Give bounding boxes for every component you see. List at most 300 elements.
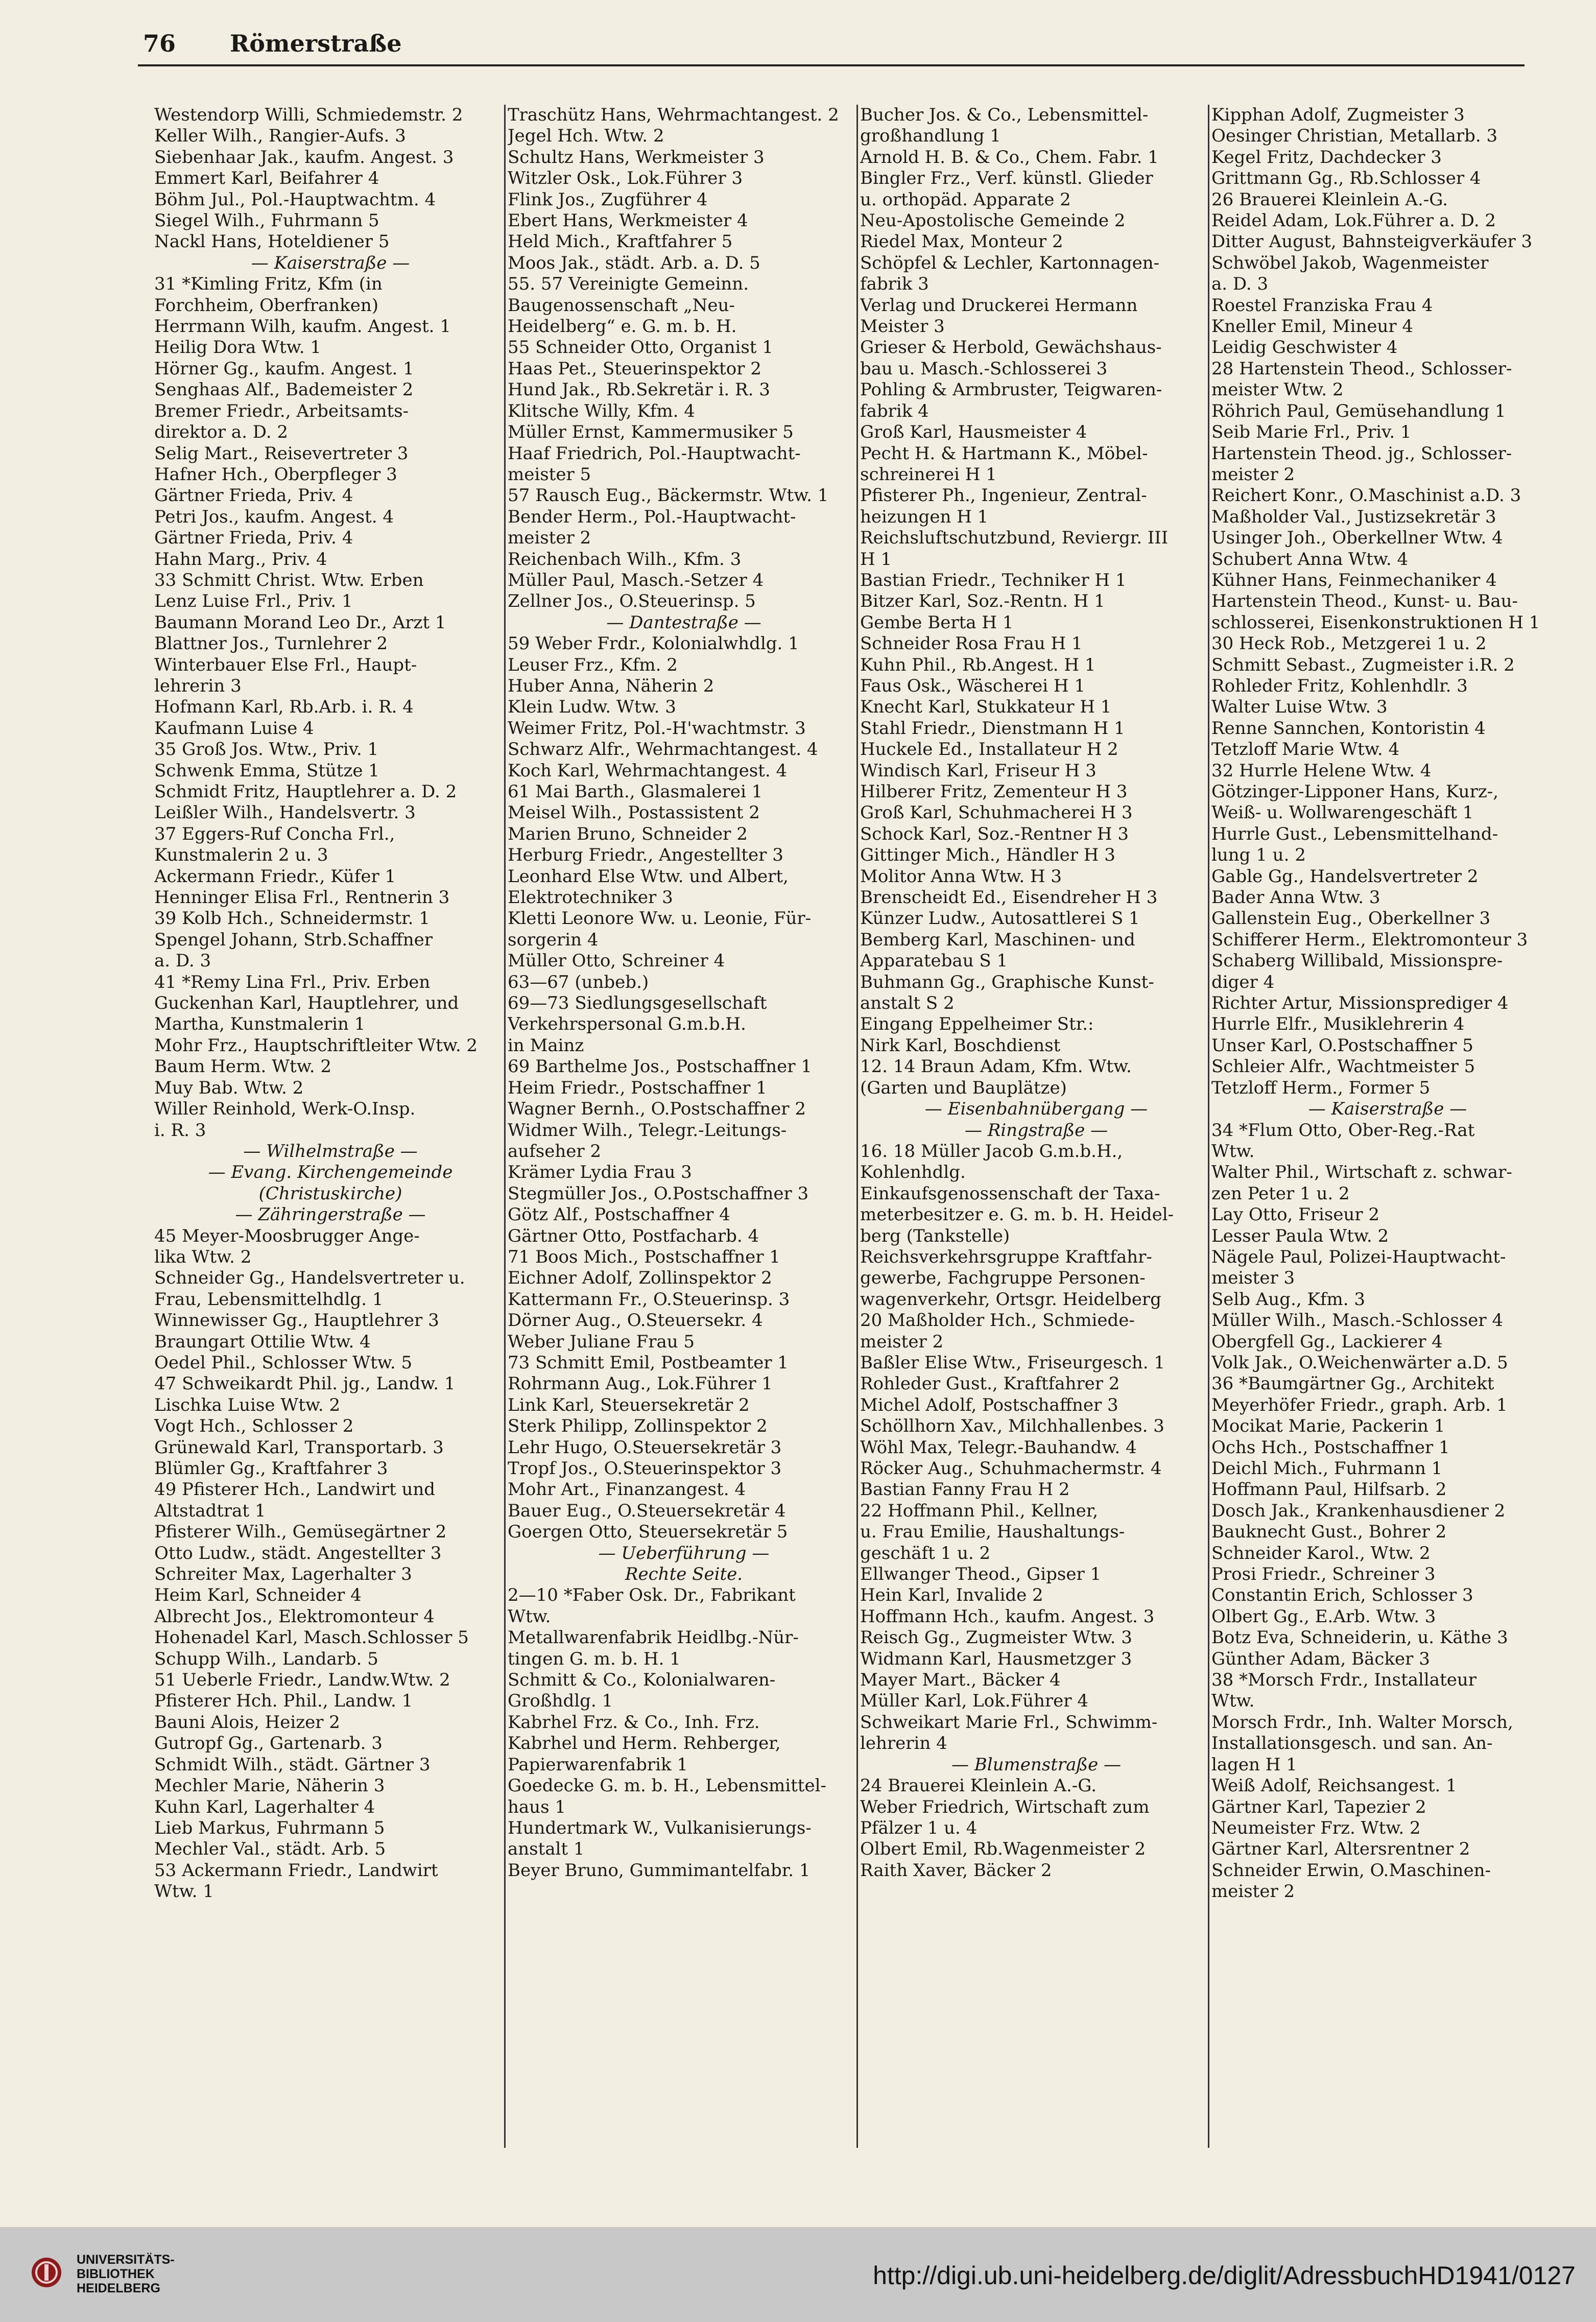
directory-entry: Gärtner Frieda, Priv. 4 — [154, 485, 353, 506]
library-name-line: UNIVERSITÄTS- — [77, 2253, 175, 2267]
directory-entry: Bader Anna Wtw. 3 — [1211, 887, 1380, 908]
directory-entry: Elektrotechniker 3 — [508, 887, 673, 908]
directory-entry: Röhrich Paul, Gemüsehandlung 1 — [1211, 400, 1506, 421]
directory-entry: Wtw. 1 — [154, 1881, 214, 1902]
directory-entry: Baumann Morand Leo Dr., Arzt 1 — [154, 612, 446, 633]
directory-entry: Kabrhel und Herm. Rehberger, — [508, 1733, 781, 1754]
permalink-url[interactable]: http://digi.ub.uni-heidelberg.de/diglit/AdressbuchHD1941/0127 — [873, 2261, 1576, 2290]
directory-entry: Wtw. — [1211, 1141, 1255, 1162]
directory-entry: Pohling & Armbruster, Teigwaren- — [860, 380, 1162, 400]
directory-entry: Lesser Paula Wtw. 2 — [1211, 1225, 1389, 1246]
university-seal-icon — [31, 2257, 62, 2288]
directory-entry: Kabrhel Frz. & Co., Inh. Frz. — [508, 1712, 760, 1733]
directory-entry: Kegel Fritz, Dachdecker 3 — [1211, 147, 1442, 168]
directory-entry: direktor a. D. 2 — [154, 422, 288, 443]
directory-entry: Maßholder Val., Justizsekretär 3 — [1211, 506, 1496, 527]
directory-entry: Reichenbach Wilh., Kfm. 3 — [508, 549, 742, 570]
directory-entry: lika Wtw. 2 — [154, 1246, 252, 1267]
directory-entry: 26 Brauerei Kleinlein A.-G. — [1211, 189, 1448, 210]
directory-entry: 51 Ueberle Friedr., Landw.Wtw. 2 — [154, 1670, 450, 1691]
directory-entry: Bemberg Karl, Maschinen- und — [860, 929, 1135, 950]
directory-entry: Gärtner Karl, Tapezier 2 — [1211, 1796, 1426, 1817]
directory-entry: Emmert Karl, Beifahrer 4 — [154, 168, 379, 189]
directory-entry: Gallenstein Eug., Oberkellner 3 — [1211, 908, 1491, 929]
directory-entry: Westendorp Willi, Schmiedemstr. 2 — [154, 105, 463, 125]
directory-entry: meister 5 — [508, 464, 591, 485]
directory-entry: Groß Karl, Schuhmacherei H 3 — [860, 802, 1133, 823]
directory-entry: — Evang. Kirchengemeinde — [208, 1162, 453, 1183]
directory-entry: Moos Jak., städt. Arb. a. D. 5 — [508, 252, 760, 273]
directory-entry: 33 Schmitt Christ. Wtw. Erben — [154, 570, 424, 590]
directory-entry: Mayer Mart., Bäcker 4 — [860, 1670, 1061, 1691]
directory-entry: 22 Hoffmann Phil., Kellner, — [860, 1500, 1099, 1521]
directory-entry: Reisch Gg., Zugmeister Wtw. 3 — [860, 1627, 1132, 1648]
directory-entry: Braungart Ottilie Wtw. 4 — [154, 1331, 371, 1352]
directory-entry: 55. 57 Vereinigte Gemeinn. — [508, 274, 749, 295]
directory-entry: lung 1 u. 2 — [1211, 845, 1306, 866]
directory-entry: Hurrle Elfr., Musiklehrerin 4 — [1211, 1014, 1465, 1035]
directory-entry: Weber Friedrich, Wirtschaft zum — [860, 1796, 1150, 1817]
directory-entry: Kühner Hans, Feinmechaniker 4 — [1211, 570, 1497, 590]
directory-entry: — Kaiserstraße — — [251, 252, 410, 273]
directory-entry: Jegel Hch. Wtw. 2 — [508, 126, 664, 147]
directory-entry: Installationsgesch. und san. An- — [1211, 1733, 1493, 1754]
directory-entry: Blattner Jos., Turnlehrer 2 — [154, 633, 388, 654]
directory-entry: Verlag und Druckerei Hermann — [860, 295, 1138, 316]
directory-entry: Rohrmann Aug., Lok.Führer 1 — [508, 1373, 773, 1394]
directory-entry: 38 *Morsch Frdr., Installateur — [1211, 1670, 1477, 1691]
directory-entry: Heidelberg“ e. G. m. b. H. — [508, 316, 737, 337]
directory-entry: Wagner Bernh., O.Postschaffner 2 — [508, 1099, 806, 1120]
directory-entry: Kohlenhdlg. — [860, 1162, 966, 1183]
directory-entry: Gärtner Frieda, Priv. 4 — [154, 528, 353, 549]
directory-entry: Traschütz Hans, Wehrmachtangest. 2 — [508, 105, 839, 125]
directory-entry: Röcker Aug., Schuhmachermstr. 4 — [860, 1458, 1162, 1479]
directory-entry: Schreiter Max, Lagerhalter 3 — [154, 1564, 412, 1585]
directory-entry: Apparatebau S 1 — [860, 951, 1008, 972]
directory-entry: 37 Eggers-Ruf Concha Frl., — [154, 823, 395, 844]
directory-entry: Meister 3 — [860, 316, 945, 337]
directory-entry: Reichsverkehrsgruppe Kraftfahr- — [860, 1246, 1152, 1267]
directory-entry: Windisch Karl, Friseur H 3 — [860, 760, 1097, 781]
directory-entry: meister Wtw. 2 — [1211, 380, 1344, 400]
directory-entry: — Eisenbahnübergang — — [924, 1099, 1148, 1120]
directory-entry: Pfisterer Wilh., Gemüsegärtner 2 — [154, 1522, 447, 1543]
directory-entry: lagen H 1 — [1211, 1754, 1297, 1775]
directory-entry: Leuser Frz., Kfm. 2 — [508, 654, 678, 675]
directory-column-1 — [154, 105, 507, 1903]
directory-entry: Kipphan Adolf, Zugmeister 3 — [1211, 105, 1465, 125]
directory-entry: Lieb Markus, Fuhrmann 5 — [154, 1817, 385, 1838]
directory-entry: 71 Boos Mich., Postschaffner 1 — [508, 1246, 780, 1267]
directory-entry: Gittinger Mich., Händler H 3 — [860, 845, 1115, 866]
directory-entry: — Ueberführung — — [598, 1543, 770, 1563]
directory-entry: Meyerhöfer Friedr., graph. Arb. 1 — [1211, 1394, 1508, 1415]
directory-entry: Großhdlg. 1 — [508, 1691, 613, 1712]
directory-entry: Kuhn Karl, Lagerhalter 4 — [154, 1796, 375, 1817]
directory-entry: Tetzloff Herm., Former 5 — [1211, 1077, 1431, 1098]
directory-entry: Albrecht Jos., Elektromonteur 4 — [154, 1606, 435, 1627]
directory-entry: Gärtner Karl, Altersrentner 2 — [1211, 1839, 1470, 1860]
directory-entry: Müller Karl, Lok.Führer 4 — [860, 1691, 1088, 1712]
directory-entry: Wtw. — [1211, 1691, 1255, 1712]
directory-entry: Schweikart Marie Frl., Schwimm- — [860, 1712, 1158, 1733]
directory-entry: Lenz Luise Frl., Priv. 1 — [154, 591, 353, 612]
directory-entry: Einkaufsgenossenschaft der Taxa- — [860, 1183, 1160, 1204]
directory-entry: Klitsche Willy, Kfm. 4 — [508, 400, 695, 421]
directory-entry: Oedel Phil., Schlosser Wtw. 5 — [154, 1352, 413, 1373]
directory-entry: Gutropf Gg., Gartenarb. 3 — [154, 1733, 383, 1754]
directory-entry: 34 *Flum Otto, Ober-Reg.-Rat — [1211, 1120, 1475, 1141]
directory-entry: 53 Ackermann Friedr., Landwirt — [154, 1860, 438, 1881]
directory-entry: Dosch Jak., Krankenhausdiener 2 — [1211, 1500, 1506, 1521]
directory-entry: a. D. 3 — [154, 951, 211, 972]
directory-entry: Weimer Fritz, Pol.-H'wachtmstr. 3 — [508, 718, 806, 739]
directory-entry: Grünewald Karl, Transportarb. 3 — [154, 1437, 444, 1458]
directory-entry: Flink Jos., Zugführer 4 — [508, 189, 708, 210]
directory-entry: Haas Pet., Steuerinspektor 2 — [508, 358, 761, 379]
page-number: 76 — [143, 30, 176, 57]
directory-entry: Renne Sannchen, Kontoristin 4 — [1211, 718, 1486, 739]
header-rule — [138, 64, 1524, 66]
directory-entry: Baugenossenschaft „Neu- — [508, 295, 735, 316]
directory-entry: Schneider Gg., Handelsvertreter u. — [154, 1268, 465, 1289]
directory-entry: Papierwarenfabrik 1 — [508, 1754, 688, 1775]
directory-entry: Metallwarenfabrik Heidlbg.-Nür- — [508, 1627, 799, 1648]
directory-entry: Brenscheidt Ed., Eisendreher H 3 — [860, 887, 1158, 908]
directory-entry: Schultz Hans, Werkmeister 3 — [508, 147, 765, 168]
directory-entry: Pfälzer 1 u. 4 — [860, 1817, 978, 1838]
directory-entry: Hurrle Gust., Lebensmittelhand- — [1211, 823, 1498, 844]
directory-entry: Mohr Frz., Hauptschriftleiter Wtw. 2 — [154, 1035, 478, 1056]
directory-entry: Hein Karl, Invalide 2 — [860, 1585, 1043, 1606]
directory-entry: 12. 14 Braun Adam, Kfm. Wtw. — [860, 1056, 1132, 1077]
directory-entry: meister 3 — [1211, 1268, 1295, 1289]
directory-entry: Bauer Eug., O.Steuersekretär 4 — [508, 1500, 786, 1521]
directory-entry: — Dantestraße — — [606, 612, 761, 633]
directory-entry: schlosserei, Eisenkonstruktionen H 1 — [1211, 612, 1540, 633]
directory-entry: Wöhl Max, Telegr.-Bauhandw. 4 — [860, 1437, 1137, 1458]
directory-entry: Mechler Val., städt. Arb. 5 — [154, 1839, 386, 1860]
directory-entry: Petri Jos., kaufm. Angest. 4 — [154, 506, 394, 527]
directory-entry: geschäft 1 u. 2 — [860, 1543, 991, 1563]
directory-entry: 55 Schneider Otto, Organist 1 — [508, 337, 773, 358]
directory-entry: Morsch Frdr., Inh. Walter Morsch, — [1211, 1712, 1513, 1733]
directory-entry: u. Frau Emilie, Haushaltungs- — [860, 1522, 1125, 1543]
directory-entry: Marien Bruno, Schneider 2 — [508, 823, 748, 844]
library-name-line: BIBLIOTHEK — [77, 2267, 155, 2281]
directory-entry: Goergen Otto, Steuersekretär 5 — [508, 1522, 788, 1543]
directory-entry: Oesinger Christian, Metallarb. 3 — [1211, 126, 1498, 147]
directory-entry: Bender Herm., Pol.-Hauptwacht- — [508, 506, 796, 527]
directory-entry: Schwöbel Jakob, Wagenmeister — [1211, 252, 1489, 273]
directory-entry: 39 Kolb Hch., Schneidermstr. 1 — [154, 908, 430, 929]
directory-entry: Dörner Aug., O.Steuersekr. 4 — [508, 1310, 763, 1331]
directory-entry: Lay Otto, Friseur 2 — [1211, 1204, 1380, 1225]
directory-entry: 2—10 *Faber Osk. Dr., Fabrikant — [508, 1585, 796, 1606]
directory-entry: Altstadtrat 1 — [154, 1500, 266, 1521]
directory-entry: Sterk Philipp, Zollinspektor 2 — [508, 1416, 768, 1437]
directory-entry: Weiß Adolf, Reichsangest. 1 — [1211, 1775, 1457, 1796]
directory-entry: Heilig Dora Wtw. 1 — [154, 337, 321, 358]
directory-entry: Bauni Alois, Heizer 2 — [154, 1712, 340, 1733]
directory-entry: Schmitt Sebast., Zugmeister i.R. 2 — [1211, 654, 1515, 675]
directory-entry: Haaf Friedrich, Pol.-Hauptwacht- — [508, 443, 801, 464]
directory-entry: berg (Tankstelle) — [860, 1225, 1010, 1246]
directory-entry: Faus Osk., Wäscherei H 1 — [860, 675, 1085, 696]
directory-entry: i. R. 3 — [154, 1120, 206, 1141]
directory-entry: — Blumenstraße — — [951, 1754, 1122, 1775]
directory-entry: 63—67 (unbeb.) — [508, 972, 649, 992]
directory-entry: Stegmüller Jos., O.Postschaffner 3 — [508, 1183, 809, 1204]
directory-entry: Böhm Jul., Pol.-Hauptwachtm. 4 — [154, 189, 436, 210]
directory-entry: Leonhard Else Wtw. und Albert, — [508, 866, 789, 887]
directory-entry: Goedecke G. m. b. H., Lebensmittel- — [508, 1775, 826, 1796]
directory-entry: Kattermann Fr., O.Steuerinsp. 3 — [508, 1289, 790, 1310]
directory-entry: Molitor Anna Wtw. H 3 — [860, 866, 1062, 887]
directory-entry: Groß Karl, Hausmeister 4 — [860, 422, 1087, 443]
directory-entry: Schleier Alfr., Wachtmeister 5 — [1211, 1056, 1475, 1077]
directory-entry: Siegel Wilh., Fuhrmann 5 — [154, 210, 379, 231]
directory-entry: 69 Barthelme Jos., Postschaffner 1 — [508, 1056, 812, 1077]
directory-entry: Kletti Leonore Ww. u. Leonie, Für- — [508, 908, 812, 929]
directory-entry: meterbesitzer e. G. m. b. H. Heidel- — [860, 1204, 1174, 1225]
directory-entry: Henninger Elisa Frl., Rentnerin 3 — [154, 887, 450, 908]
directory-entry: 16. 18 Müller Jacob G.m.b.H., — [860, 1141, 1123, 1162]
directory-entry: 47 Schweikardt Phil. jg., Landw. 1 — [154, 1373, 456, 1394]
directory-entry: Spengel Johann, Strb.Schaffner — [154, 929, 433, 950]
directory-entry: Hundertmark W., Vulkanisierungs- — [508, 1817, 812, 1838]
directory-entry: Weber Juliane Frau 5 — [508, 1331, 695, 1352]
directory-entry: Schubert Anna Wtw. 4 — [1211, 549, 1409, 570]
directory-entry: Olbert Emil, Rb.Wagenmeister 2 — [860, 1839, 1146, 1860]
directory-entry: Ebert Hans, Werkmeister 4 — [508, 210, 748, 231]
directory-entry: bau u. Masch.-Schlosserei 3 — [860, 358, 1108, 379]
directory-entry: Leißler Wilh., Handelsvertr. 3 — [154, 802, 416, 823]
directory-entry: Bremer Friedr., Arbeitsamts- — [154, 400, 409, 421]
directory-entry: Hahn Marg., Priv. 4 — [154, 549, 327, 570]
directory-entry: Ditter August, Bahnsteigverkäufer 3 — [1211, 231, 1533, 252]
directory-entry: Muy Bab. Wtw. 2 — [154, 1077, 304, 1098]
directory-entry: Schöllhorn Xav., Milchhallenbes. 3 — [860, 1416, 1164, 1437]
directory-entry: Senghaas Alf., Bademeister 2 — [154, 380, 414, 400]
directory-entry: Vogt Hch., Schlosser 2 — [154, 1416, 354, 1437]
directory-entry: Martha, Kunstmalerin 1 — [154, 1014, 366, 1035]
directory-entry: Reichsluftschutzbund, Reviergr. III — [860, 528, 1169, 549]
directory-entry: Winterbauer Else Frl., Haupt- — [154, 654, 417, 675]
directory-entry: — Zähringerstraße — — [235, 1204, 426, 1225]
directory-entry: Reidel Adam, Lok.Führer a. D. 2 — [1211, 210, 1496, 231]
directory-entry: Hohenadel Karl, Masch.Schlosser 5 — [154, 1627, 469, 1648]
directory-entry: Günther Adam, Bäcker 3 — [1211, 1648, 1430, 1669]
directory-entry: diger 4 — [1211, 972, 1275, 992]
directory-entry: Lehr Hugo, O.Steuersekretär 3 — [508, 1437, 782, 1458]
directory-entry: Baßler Elise Wtw., Friseurgesch. 1 — [860, 1352, 1165, 1373]
directory-entry: 31 *Kimling Fritz, Kfm (in — [154, 274, 383, 295]
directory-entry: Schock Karl, Soz.-Rentner H 3 — [860, 823, 1129, 844]
directory-entry: Müller Wilh., Masch.-Schlosser 4 — [1211, 1310, 1504, 1331]
directory-entry: Kneller Emil, Mineur 4 — [1211, 316, 1414, 337]
directory-entry: Schneider Rosa Frau H 1 — [860, 633, 1083, 654]
directory-entry: 28 Hartenstein Theod., Schlosser- — [1211, 358, 1512, 379]
directory-entry: Gembe Berta H 1 — [860, 612, 1014, 633]
directory-entry: Pfisterer Hch. Phil., Landw. 1 — [154, 1691, 413, 1712]
directory-entry: Walter Luise Wtw. 3 — [1211, 697, 1388, 718]
directory-entry: H 1 — [860, 549, 892, 570]
directory-entry: Müller Ernst, Kammermusiker 5 — [508, 422, 794, 443]
directory-entry: schreinerei H 1 — [860, 464, 997, 485]
directory-entry: Olbert Gg., E.Arb. Wtw. 3 — [1211, 1606, 1436, 1627]
library-footer — [0, 2227, 1596, 2322]
directory-entry: Künzer Ludw., Autosattlerei S 1 — [860, 908, 1140, 929]
directory-entry: heizungen H 1 — [860, 506, 989, 527]
directory-entry: Zellner Jos., O.Steuerinsp. 5 — [508, 591, 756, 612]
directory-entry: Selb Aug., Kfm. 3 — [1211, 1289, 1365, 1310]
directory-entry: a. D. 3 — [1211, 274, 1269, 295]
directory-entry: Buhmann Gg., Graphische Kunst- — [860, 972, 1154, 992]
directory-entry: zen Peter 1 u. 2 — [1211, 1183, 1350, 1204]
directory-entry: Hartenstein Theod., Kunst- u. Bau- — [1211, 591, 1518, 612]
directory-entry: Müller Otto, Schreiner 4 — [508, 951, 725, 972]
directory-entry: Held Mich., Kraftfahrer 5 — [508, 231, 733, 252]
directory-entry: Mohr Art., Finanzangest. 4 — [508, 1479, 746, 1500]
directory-entry: Bastian Fanny Frau H 2 — [860, 1479, 1070, 1500]
directory-entry: 49 Pfisterer Hch., Landwirt und — [154, 1479, 436, 1500]
directory-entry: in Mainz — [508, 1035, 584, 1056]
directory-entry: Reichert Konr., O.Maschinist a.D. 3 — [1211, 485, 1521, 506]
directory-entry: Bastian Friedr., Techniker H 1 — [860, 570, 1127, 590]
directory-entry: Eichner Adolf, Zollinspektor 2 — [508, 1268, 772, 1289]
directory-entry: Kaufmann Luise 4 — [154, 718, 314, 739]
directory-entry: Grittmann Gg., Rb.Schlosser 4 — [1211, 168, 1481, 189]
directory-entry: Selig Mart., Reisevertreter 3 — [154, 443, 409, 464]
page-header — [138, 27, 1524, 67]
directory-entry: Stahl Friedr., Dienstmann H 1 — [860, 718, 1125, 739]
directory-entry: Herburg Friedr., Angestellter 3 — [508, 845, 783, 866]
directory-entry: Verkehrspersonal G.m.b.H. — [508, 1014, 746, 1035]
directory-entry: Walter Phil., Wirtschaft z. schwar- — [1211, 1162, 1512, 1183]
directory-column-2 — [508, 105, 860, 1881]
directory-entry: Obergfell Gg., Lackierer 4 — [1211, 1331, 1443, 1352]
directory-entry: Knecht Karl, Stukkateur H 1 — [860, 697, 1112, 718]
directory-column-4 — [1211, 105, 1564, 1903]
directory-entry: Herrmann Wilh, kaufm. Angest. 1 — [154, 316, 451, 337]
directory-entry: Rechte Seite. — [625, 1564, 743, 1585]
directory-entry: Hund Jak., Rb.Sekretär i. R. 3 — [508, 380, 770, 400]
directory-entry: Tetzloff Marie Wtw. 4 — [1211, 739, 1400, 760]
directory-entry: Grieser & Herbold, Gewächshaus- — [860, 337, 1162, 358]
directory-entry: (Christuskirche) — [258, 1183, 402, 1204]
column-divider — [1208, 105, 1209, 2148]
directory-entry: Heim Friedr., Postschaffner 1 — [508, 1077, 767, 1098]
directory-entry: Link Karl, Steuersekretär 2 — [508, 1394, 750, 1415]
directory-entry: 61 Mai Barth., Glasmalerei 1 — [508, 781, 763, 802]
directory-entry: Siebenhaar Jak., kaufm. Angest. 3 — [154, 147, 454, 168]
directory-entry: Götz Alf., Postschaffner 4 — [508, 1204, 730, 1225]
directory-entry: Widmann Karl, Hausmetzger 3 — [860, 1648, 1132, 1669]
directory-entry: 57 Rausch Eug., Bäckermstr. Wtw. 1 — [508, 485, 829, 506]
directory-entry: Rohleder Gust., Kraftfahrer 2 — [860, 1373, 1120, 1394]
directory-entry: Huckele Ed., Installateur H 2 — [860, 739, 1118, 760]
directory-entry: Raith Xaver, Bäcker 2 — [860, 1860, 1052, 1881]
directory-entry: Hörner Gg., kaufm. Angest. 1 — [154, 358, 414, 379]
directory-entry: sorgerin 4 — [508, 929, 599, 950]
directory-entry: Klein Ludw. Wtw. 3 — [508, 697, 676, 718]
directory-entry: 73 Schmitt Emil, Postbeamter 1 — [508, 1352, 789, 1373]
directory-entry: wagenverkehr, Ortsgr. Heidelberg — [860, 1289, 1161, 1310]
directory-entry: Richter Artur, Missionsprediger 4 — [1211, 993, 1509, 1014]
library-name — [77, 2253, 175, 2295]
directory-entry: Lischka Luise Wtw. 2 — [154, 1394, 341, 1415]
directory-entry: Bitzer Karl, Soz.-Rentn. H 1 — [860, 591, 1105, 612]
directory-entry: 30 Heck Rob., Metzgerei 1 u. 2 — [1211, 633, 1487, 654]
directory-entry: — Kaiserstraße — — [1308, 1099, 1467, 1120]
directory-entry: Hoffmann Paul, Hilfsarb. 2 — [1211, 1479, 1447, 1500]
directory-entry: Unser Karl, O.Postschaffner 5 — [1211, 1035, 1473, 1056]
directory-entry: Huber Anna, Näherin 2 — [508, 675, 714, 696]
directory-entry: Kuhn Phil., Rb.Angest. H 1 — [860, 654, 1096, 675]
directory-entry: Pfisterer Ph., Ingenieur, Zentral- — [860, 485, 1147, 506]
directory-entry: Baum Herm. Wtw. 2 — [154, 1056, 332, 1077]
directory-entry: Leidig Geschwister 4 — [1211, 337, 1398, 358]
directory-entry: 32 Hurrle Helene Wtw. 4 — [1211, 760, 1432, 781]
directory-entry: anstalt S 2 — [860, 993, 955, 1014]
directory-entry: Nägele Paul, Polizei-Hauptwacht- — [1211, 1246, 1506, 1267]
directory-entry: haus 1 — [508, 1796, 566, 1817]
directory-entry: Götzinger-Lipponer Hans, Kurz-, — [1211, 781, 1499, 802]
directory-entry: Mocikat Marie, Packerin 1 — [1211, 1416, 1445, 1437]
directory-entry: Tropf Jos., O.Steuerinspektor 3 — [508, 1458, 782, 1479]
directory-entry: Gärtner Otto, Postfacharb. 4 — [508, 1225, 759, 1246]
directory-entry: Roestel Franziska Frau 4 — [1211, 295, 1433, 316]
directory-entry: fabrik 3 — [860, 274, 929, 295]
directory-entry: Nirk Karl, Boschdienst — [860, 1035, 1061, 1056]
directory-entry: aufseher 2 — [508, 1141, 602, 1162]
directory-entry: gewerbe, Fachgruppe Personen- — [860, 1268, 1146, 1289]
directory-entry: Widmer Wilh., Telegr.-Leitungs- — [508, 1120, 787, 1141]
directory-entry: Keller Wilh., Rangier-Aufs. 3 — [154, 126, 406, 147]
directory-entry: Ellwanger Theod., Gipser 1 — [860, 1564, 1102, 1585]
directory-entry: 35 Groß Jos. Wtw., Priv. 1 — [154, 739, 379, 760]
directory-entry: Blümler Gg., Kraftfahrer 3 — [154, 1458, 388, 1479]
directory-entry: Usinger Joh., Oberkellner Wtw. 4 — [1211, 528, 1503, 549]
directory-entry: Pecht H. & Hartmann K., Möbel- — [860, 443, 1148, 464]
directory-entry: Deichl Mich., Fuhrmann 1 — [1211, 1458, 1443, 1479]
directory-entry: Neu-Apostolische Gemeinde 2 — [860, 210, 1126, 231]
directory-entry: Schneider Erwin, O.Maschinen- — [1211, 1860, 1491, 1881]
directory-entry: Schmitt & Co., Kolonialwaren- — [508, 1670, 776, 1691]
directory-entry: 20 Maßholder Hch., Schmiede- — [860, 1310, 1135, 1331]
directory-entry: Schaberg Willibald, Missionspre- — [1211, 951, 1503, 972]
directory-entry: Meisel Wilh., Postassistent 2 — [508, 802, 760, 823]
directory-entry: meister 2 — [508, 528, 591, 549]
directory-entry: Otto Ludw., städt. Angestellter 3 — [154, 1543, 442, 1563]
directory-entry: 45 Meyer-Moosbrugger Ange- — [154, 1225, 420, 1246]
directory-entry: Koch Karl, Wehrmachtangest. 4 — [508, 760, 788, 781]
directory-entry: 24 Brauerei Kleinlein A.-G. — [860, 1775, 1097, 1796]
directory-entry: Gable Gg., Handelsvertreter 2 — [1211, 866, 1479, 887]
directory-entry: Willer Reinhold, Werk-O.Insp. — [154, 1099, 416, 1120]
directory-entry: Schupp Wilh., Landarb. 5 — [154, 1648, 378, 1669]
directory-entry: — Wilhelmstraße — — [243, 1141, 418, 1162]
directory-entry: Hilberer Fritz, Zementeur H 3 — [860, 781, 1128, 802]
directory-entry: Guckenhan Karl, Hauptlehrer, und — [154, 993, 459, 1014]
directory-entry: Hartenstein Theod. jg., Schlosser- — [1211, 443, 1512, 464]
library-name-line: HEIDELBERG — [77, 2281, 160, 2295]
directory-entry: Schifferer Herm., Elektromonteur 3 — [1211, 929, 1528, 950]
directory-entry: Arnold H. B. & Co., Chem. Fabr. 1 — [860, 147, 1159, 168]
directory-entry: Beyer Bruno, Gummimantelfabr. 1 — [508, 1860, 811, 1881]
